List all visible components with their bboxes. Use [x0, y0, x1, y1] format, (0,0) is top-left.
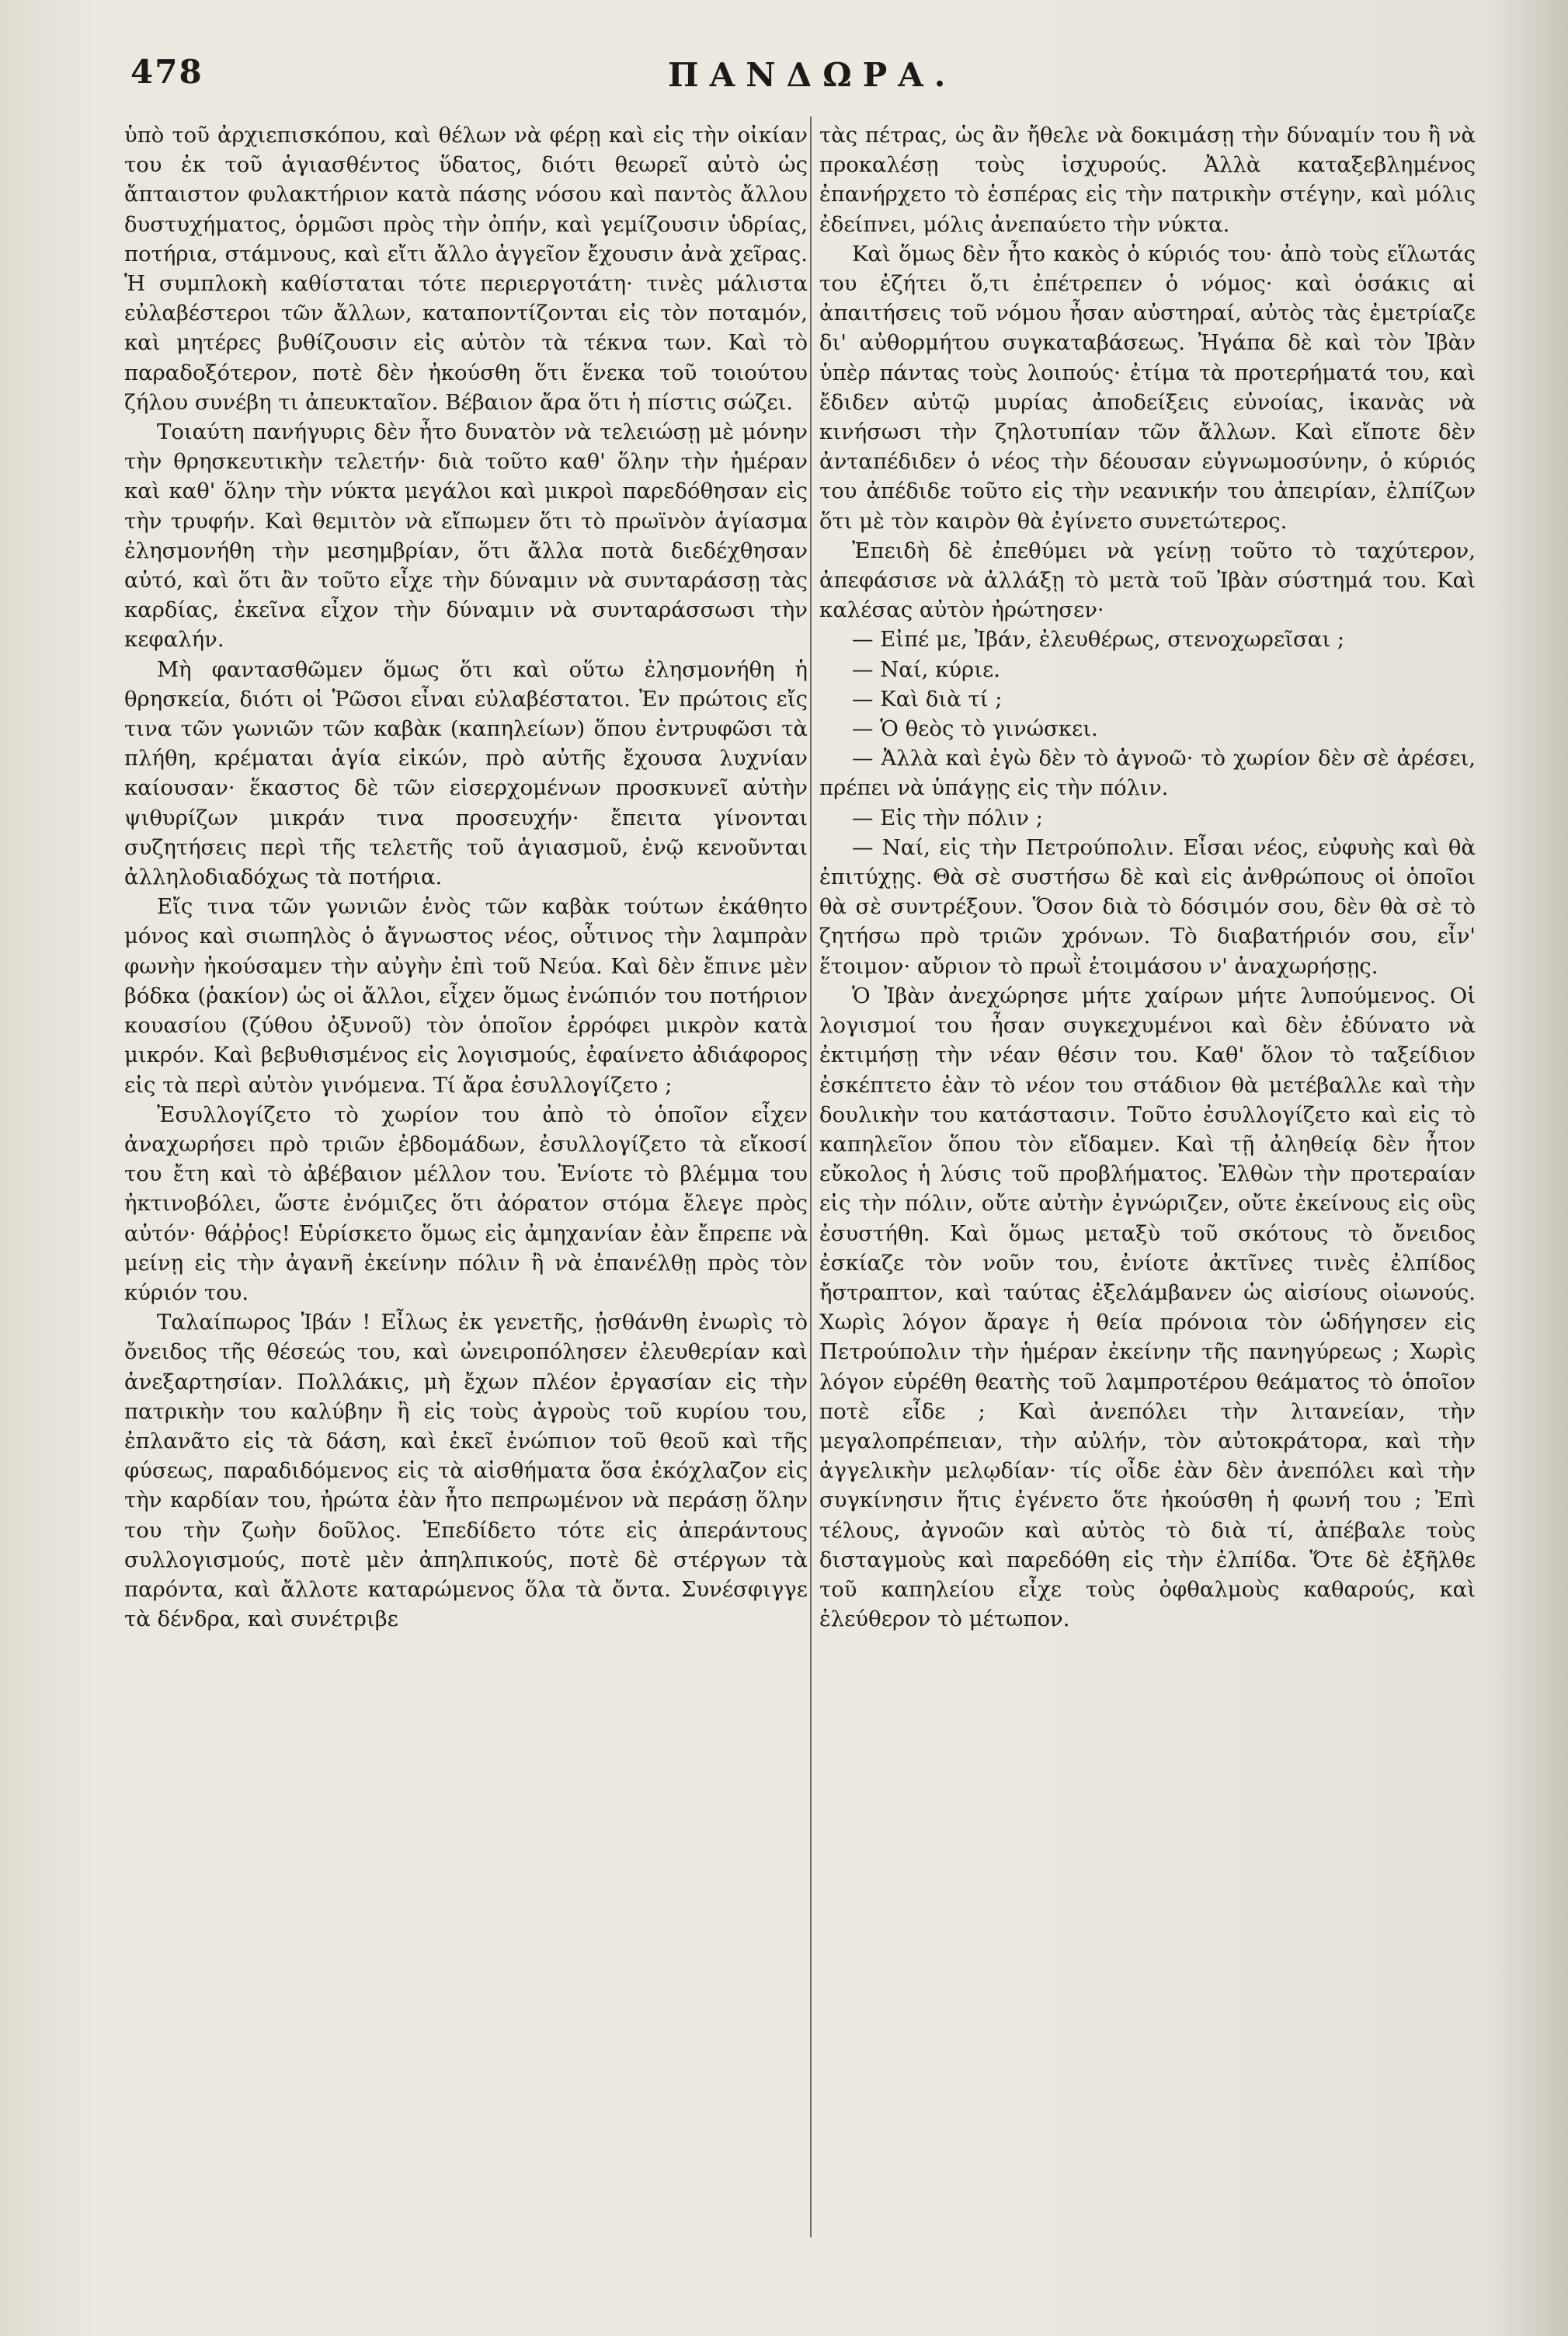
paragraph: Τοιαύτη πανήγυρις δὲν ἦτο δυνατὸν νὰ τελειώσῃ μὲ μόνην τὴν θρησκευτικὴν τελετήν· διὰ τοῦτο καθ' ὅλην τὴν ἡμέραν καὶ καθ' ὅλην τὴν νύκτα μεγάλοι καὶ μικροὶ παρεδόθησαν εἰς τὴν τρυφήν. Καὶ θεμιτὸν νὰ εἴπωμεν ὅτι τὸ πρωϊνὸν ἁγίασμα ἐλησμονήθη τὴν μεσημβρίαν, ὅτι ἄλλα ποτὰ διεδέχθησαν αὐτό, καὶ ὅτι ἂν τοῦτο εἶχε τὴν δύναμιν νὰ συνταράσσῃ τὰς καρδίας, ἐκεῖνα εἶχον τὴν δύναμιν νὰ συνταράσσωσι τὴν κεφαλήν.	[124, 420, 808, 653]
dialogue-line: — Εἰπέ με, Ἰβάν, ἐλευθέρως, στενοχωρεῖσαι ;	[852, 627, 1345, 653]
dialogue-line: — Ἀλλὰ καὶ ἐγὼ δὲν τὸ ἀγνοῶ· τὸ χωρίον δὲν σὲ ἀρέσει, πρέπει νὰ ὑπάγῃς εἰς τὴν πόλιν.	[819, 746, 1476, 801]
right-column	[819, 120, 1476, 2280]
paragraph: Ταλαίπωρος Ἰβάν ! Εἶλως ἐκ γενετῆς, ᾐσθάνθη ἐνωρὶς τὸ ὄνειδος τῆς θέσεώς του, καὶ ὠνειροπόλησεν ἐλευθερίαν καὶ ἀνεξαρτησίαν. Πολλάκις, μὴ ἔχων πλέον ἐργασίαν εἰς τὴν πατρικὴν του καλύβην ἢ εἰς τοὺς ἀγροὺς τοῦ κυρίου του, ἐπλανᾶτο εἰς τὰ δάση, καὶ ἐκεῖ ἐνώπιον τοῦ θεοῦ καὶ τῆς φύσεως, παραδιδόμενος εἰς τὰ αἰσθήματα ὅσα ἐκόχλαζον εἰς τὴν καρδίαν του, ἠρώτα ἐὰν ἦτο πεπρωμένον νὰ περάσῃ ὅλην του τὴν ζωὴν δοῦλος. Ἐπεδίδετο τότε εἰς ἀπεράντους συλλογισμούς, ποτὲ μὲν ἀπηλπικούς, ποτὲ δὲ στέργων τὰ παρόντα, καὶ ἄλλοτε καταρώμενος ὅλα τὰ ὄντα. Συνέσφιγγε τὰ δένδρα, καὶ συνέτριβε	[124, 1310, 808, 1632]
dialogue-line: — Ναί, κύριε.	[852, 656, 1000, 682]
running-title: ΠΑΝΔΩΡΑ.	[668, 56, 957, 94]
dialogue-line: — Ναί, εἰς τὴν Πετρούπολιν. Εἶσαι νέος, εὐφυὴς καὶ θὰ ἐπιτύχῃς. Θὰ σὲ συστήσω δὲ καὶ εἰς ἀνθρώπους οἱ ὁποῖοι θὰ σὲ συντρέξουν. Ὅσον διὰ τὸ δόσιμόν σου, δὲν θὰ σὲ τὸ ζητήσω πρὸ τριῶν χρόνων. Τὸ διαβατήριόν σου, εἶν' ἕτοιμον· αὔριον τὸ πρωῒ ἑτοιμάσου ν' ἀναχωρήσῃς.	[819, 834, 1476, 979]
paragraph: Ἐσυλλογίζετο τὸ χωρίον του ἀπὸ τὸ ὁποῖον εἶχεν ἀναχωρήσει πρὸ τριῶν ἑβδομάδων, ἐσυλλογίζετο τὰ εἴκοσί του ἔτη καὶ τὸ ἀβέβαιον μέλλον του. Ἐνίοτε τὸ βλέμμα του ἠκτινοβόλει, ὥστε ἐνόμιζες ὅτι ἀόρατον στόμα ἔλεγε πρὸς αὐτόν· θάῤῥος! Εὑρίσκετο ὅμως εἰς ἀμηχανίαν ἐὰν ἔπρεπε νὰ μείνῃ εἰς τὴν ἀγανῆ ἐκείνην πόλιν ἢ νὰ ἐπανέλθῃ πρὸς τὸν κύριόν του.	[124, 1102, 808, 1305]
paragraph: τὰς πέτρας, ὡς ἂν ἤθελε νὰ δοκιμάσῃ τὴν δύναμίν του ἢ νὰ προκαλέσῃ τοὺς ἰσχυρούς. Ἀλλὰ καταξεβλημένος ἐπανήρχετο τὸ ἑσπέρας εἰς τὴν πατρικὴν στέγην, καὶ μόλις ἐδείπνει, μόλις ἀνεπαύετο τὴν νύκτα.	[819, 123, 1476, 237]
dialogue-line: — Εἰς τὴν πόλιν ;	[852, 805, 1043, 830]
paragraph: Καὶ ὅμως δὲν ἦτο κακὸς ὁ κύριός του· ἀπὸ τοὺς εἵλωτάς του ἐζήτει ὅ,τι ἐπέτρεπεν ὁ νόμος· καὶ ὁσάκις αἱ ἀπαιτήσεις τοῦ νόμου ἦσαν αὐστηραί, αὐτὸς τὰς ἐμετρίαζε δι' αὐθορμήτου συγκαταβάσεως. Ἠγάπα δὲ καὶ τὸν Ἰβὰν ὑπὲρ πάντας τοὺς λοιπούς· ἐτίμα τὰ προτερήματά του, καὶ ἔδιδεν αὐτῷ μυρίας ἀποδείξεις εὐνοίας, ἱκανὰς νὰ κινήσωσι τὴν ζηλοτυπίαν τῶν ἄλλων. Καὶ εἴποτε δὲν ἀνταπέδιδεν ὁ νέος τὴν δέουσαν εὐγνωμοσύνην, ὁ κύριός του ἀπέδιδε τοῦτο εἰς τὴν νεανικήν του ἀπειρίαν, ἐλπίζων ὅτι μὲ τὸν καιρὸν θὰ ἐγίνετο συνετώτερος.	[819, 241, 1476, 534]
paragraph: Ἐπειδὴ δὲ ἐπεθύμει νὰ γείνῃ τοῦτο τὸ ταχύτερον, ἀπεφάσισε νὰ ἀλλάξῃ τὸ μετὰ τοῦ Ἰβὰν σύστημά του. Καὶ καλέσας αὐτὸν ἠρώτησεν·	[819, 538, 1476, 623]
column-divider	[810, 117, 812, 2237]
page-header	[0, 47, 1568, 109]
paragraph: Μὴ φαντασθῶμεν ὅμως ὅτι καὶ οὕτω ἐλησμονήθη ἡ θρησκεία, διότι οἱ Ῥῶσοι εἶναι εὐλαβέστατοι. Ἐν πρώτοις εἴς τινα τῶν γωνιῶν τῶν καβὰκ (καπηλείων) ὅπου ἐντρυφῶσι τὰ πλήθη, κρέμαται ἁγία εἰκών, πρὸ αὐτῆς ἔχουσα λυχνίαν καίουσαν· ἕκαστος δὲ τῶν εἰσερχομένων προσκυνεῖ αὐτὴν ψιθυρίζων μικράν τινα προσευχήν· ἔπειτα γίνονται συζητήσεις περὶ τῆς τελετῆς τοῦ ἁγιασμοῦ, ἐνῷ κενοῦνται ἀλληλοδιαδόχως τὰ ποτήρια.	[124, 656, 808, 890]
paragraph: Εἴς τινα τῶν γωνιῶν ἑνὸς τῶν καβὰκ τούτων ἐκάθητο μόνος καὶ σιωπηλὸς ὁ ἄγνωστος νέος, οὗτινος τὴν λαμπρὰν φωνὴν ἠκούσαμεν τὴν αὐγὴν ἐπὶ τοῦ Νεύα. Καὶ δὲν ἔπινε μὲν βόδκα (ῥακίον) ὡς οἱ ἄλλοι, εἶχεν ὅμως ἐνώπιόν του ποτήριον κουασίου (ζύθου ὀξυνοῦ) τὸν ὁποῖον ἐρρόφει μικρὸν κατὰ μικρόν. Καὶ βεβυθισμένος εἰς λογισμούς, ἐφαίνετο ἀδιάφορος εἰς τὰ περὶ αὐτὸν γινόμενα. Τί ἄρα ἐσυλλογίζετο ;	[124, 894, 808, 1098]
left-column	[124, 120, 808, 2280]
dialogue-line: — Ὁ θεὸς τὸ γινώσκει.	[852, 716, 1098, 742]
dialogue-line: — Καὶ διὰ τί ;	[852, 686, 1003, 712]
paragraph: Ὁ Ἰβὰν ἀνεχώρησε μήτε χαίρων μήτε λυπούμενος. Οἱ λογισμοί του ἦσαν συγκεχυμένοι καὶ δὲν ἐδύνατο νὰ ἐκτιμήσῃ τὴν νέαν θέσιν του. Καθ' ὅλον τὸ ταξείδιον ἐσκέπτετο ἐὰν τὸ νέον του στάδιον θὰ μετέβαλλε καὶ τὴν δουλικὴν του κατάστασιν. Τοῦτο ἐσυλλογίζετο καὶ εἰς τὸ καπηλεῖον ὅπου τὸν εἴδαμεν. Καὶ τῇ ἀληθείᾳ δὲν ἦτον εὔκολος ἡ λύσις τοῦ προβλήματος. Ἐλθὼν τὴν προτεραίαν εἰς τὴν πόλιν, οὔτε αὐτὴν ἐγνώριζεν, οὔτε ἐκείνους εἰς οὓς ἐσυστήθη. Καὶ ὅμως μεταξὺ τοῦ σκότους τὸ ὄνειδος ἐσκίαζε τὸν νοῦν του, ἐνίοτε ἀκτῖνες τινὲς ἐλπίδος ἤστραπτον, καὶ ταύτας ἐξελάμβανεν ὡς αἰσίους οἰωνούς. Χωρὶς λόγον ἄραγε ἡ θεία πρόνοια τὸν ὡδήγησεν εἰς Πετρούπολιν τὴν ἡμέραν ἐκείνην τῆς πανηγύρεως ; Χωρὶς λόγον εὑρέθη θεατὴς τοῦ λαμπροτέρου θεάματος τὸ ὁποῖον ποτὲ εἶδε ; Καὶ ἀνεπόλει τὴν λιτανείαν, τὴν μεγαλοπρέπειαν, τὴν αὐλήν, τὸν αὐτοκράτορα, καὶ τὴν ἀγγελικὴν μελῳδίαν· τίς οἶδε ἐὰν δὲν ἀνεπόλει καὶ τὴν συγκίνησιν ἥτις ἐγένετο ὅτε ἠκούσθη ἡ φωνή του ; Ἐπὶ τέλους, ἀγνοῶν καὶ αὐτὸς τὸ διὰ τί, ἀπέβαλε τοὺς δισταγμοὺς καὶ παρεδόθη εἰς τὴν ἐλπίδα. Ὅτε δὲ ἐξῆλθε τοῦ καπηλείου εἶχε τοὺς ὀφθαλμοὺς καθαρούς, καὶ ἐλεύθερον τὸ μέτωπον.	[819, 983, 1476, 1632]
page-number: 478	[130, 53, 203, 91]
paragraph: ὑπὸ τοῦ ἀρχιεπισκόπου, καὶ θέλων νὰ φέρῃ καὶ εἰς τὴν οἰκίαν του ἐκ τοῦ ἁγιασθέντος ὕδατος, διότι θεωρεῖ αὐτὸ ὡς ἄπταιστον φυλακτήριον κατὰ πάσης νόσου καὶ παντὸς ἄλλου δυστυχήματος, ὁρμῶσι πρὸς τὴν ὀπήν, καὶ γεμίζουσιν ὑδρίας, ποτήρια, στάμνους, καὶ εἴτι ἄλλο ἀγγεῖον ἔχουσιν ἀνὰ χεῖρας. Ἡ συμπλοκὴ καθίσταται τότε περιεργοτάτη· τινὲς μάλιστα εὐλαβέστεροι τῶν ἄλλων, καταποντίζονται εἰς τὸν ποταμόν, καὶ μητέρες βυθίζουσιν εἰς αὐτὸν τὰ τέκνα των. Καὶ τὸ παραδοξότερον, ποτὲ δὲν ἠκούσθη ὅτι ἕνεκα τοῦ τοιούτου ζήλου συνέβη τι ἀπευκταῖον. Βέβαιον ἄρα ὅτι ἡ πίστις σώζει.	[124, 123, 808, 415]
